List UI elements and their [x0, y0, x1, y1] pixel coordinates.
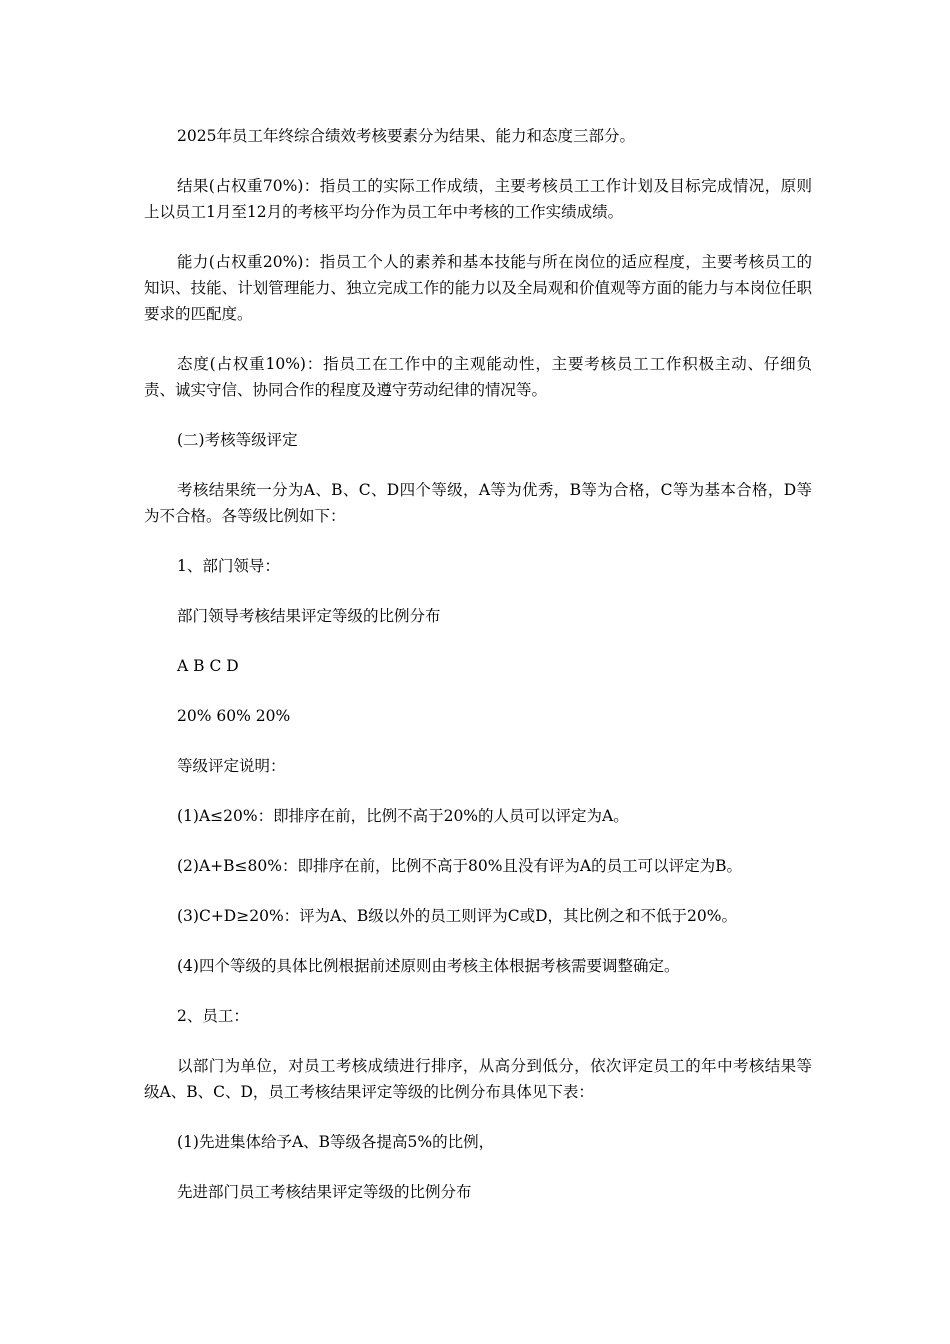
- table-caption-advanced-department: 先进部门员工考核结果评定等级的比例分布: [177, 1183, 472, 1201]
- grade-notes-heading: 等级评定说明：: [177, 757, 286, 775]
- grade-note-1: (1)A≤20%：即排序在前，比例不高于20%的人员可以评定为A。: [177, 807, 629, 825]
- subheading-department-leaders: 1、部门领导：: [177, 557, 280, 575]
- paragraph-employee-ranking: 以部门为单位，对员工考核成绩进行排序，从高分到低分，依次评定员工的年中考核结果等级A、B、C、D，员工考核结果评定等级的比例分布具体见下表：: [144, 1057, 812, 1101]
- subheading-employees: 2、员工：: [177, 1007, 249, 1025]
- paragraph-advanced-collective: (1)先进集体给予A、B等级各提高5%的比例，: [177, 1133, 495, 1151]
- table-header-grades: A B C D: [177, 657, 239, 675]
- table-caption-leaders: 部门领导考核结果评定等级的比例分布: [177, 607, 441, 625]
- document-body: [144, 123, 812, 1229]
- table-row-percentages: 20% 60% 20%: [177, 707, 291, 725]
- paragraph-ability-weight: 能力(占权重20%)：指员工个人的素养和基本技能与所在岗位的适应程度，主要考核员工的知识、技能、计划管理能力、独立完成工作的能力以及全局观和价值观等方面的能力与本岗位任职要求的匹配度。: [144, 253, 812, 323]
- grade-note-4: (4)四个等级的具体比例根据前述原则由考核主体根据考核需要调整确定。: [177, 957, 680, 975]
- paragraph-attitude-weight: 态度(占权重10%)：指员工在工作中的主观能动性，主要考核员工工作积极主动、仔细负责、诚实守信、协同合作的程度及遵守劳动纪律的情况等。: [144, 355, 812, 399]
- paragraph-intro: 2025年员工年终综合绩效考核要素分为结果、能力和态度三部分。: [177, 127, 635, 145]
- grade-note-3: (3)C+D≥20%：评为A、B级以外的员工则评为C或D，其比例之和不低于20%。: [177, 907, 737, 925]
- grade-note-2: (2)A+B≤80%：即排序在前，比例不高于80%且没有评为A的员工可以评定为B。: [177, 857, 743, 875]
- paragraph-result-weight: 结果(占权重70%)：指员工的实际工作成绩，主要考核员工工作计划及目标完成情况，原则上以员工1月至12月的考核平均分作为员工年中考核的工作实绩成绩。: [144, 177, 812, 221]
- paragraph-grade-levels: 考核结果统一分为A、B、C、D四个等级，A等为优秀，B等为合格，C等为基本合格，D等为不合格。各等级比例如下：: [144, 481, 812, 525]
- section-heading-grade-evaluation: (二)考核等级评定: [177, 431, 298, 449]
